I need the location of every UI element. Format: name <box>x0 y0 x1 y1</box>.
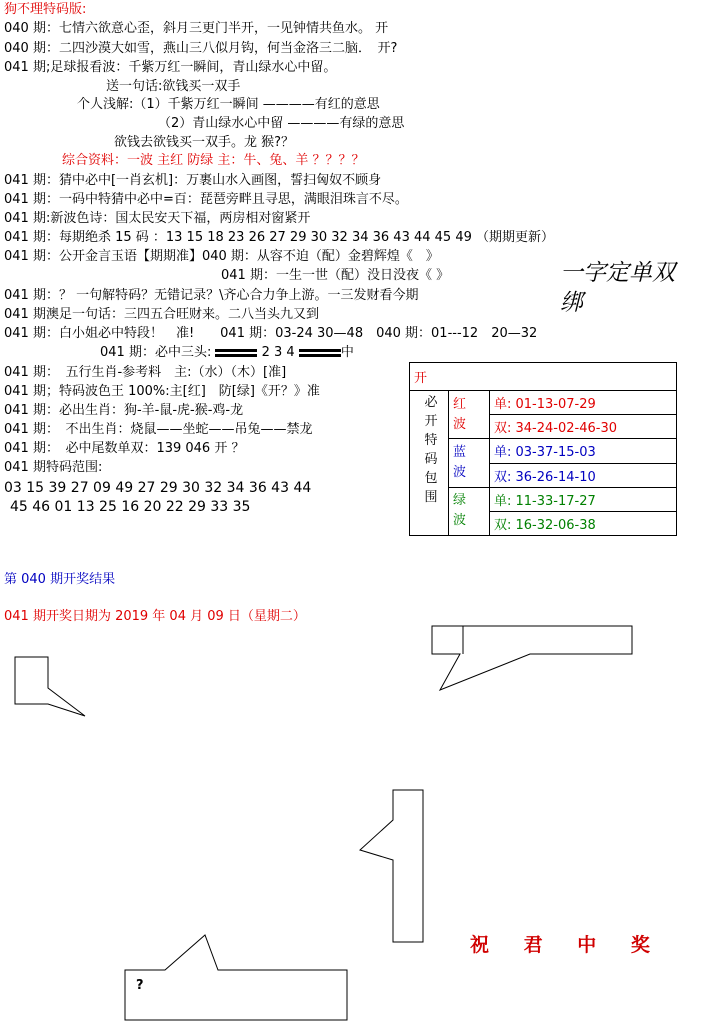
draw-date: 041 期开奖日期为 2019 年 04 月 09 日（星期二） <box>4 609 306 624</box>
prediction-line: 041 期：猜中必中[一肖玄机]：万裹山水入画图，誓扫匈奴不顾身 <box>4 173 382 188</box>
green-single: 单: 11-33-17-27 <box>490 487 677 511</box>
handwritten-title: 一字定单双绑 <box>560 260 675 316</box>
prediction-line: 040 期：七情六欲意心歪，斜月三更门半开，一见钟情共鱼水。 开 <box>4 21 389 36</box>
prediction-line: 041 期：白小姐必中特段！ 准! 041 期：03-24 30—48 040 期：01---12 20—32 <box>4 326 538 341</box>
result-title: 第 040 期开奖结果 <box>4 572 116 587</box>
prediction-line: 041 期： 不出生肖：烧鼠——坐蛇——吊兔——禁龙 <box>4 422 313 437</box>
red-wave-label: 红 波 <box>449 391 490 439</box>
table-open: 开 <box>410 363 677 391</box>
prediction-line: 040 期：二四沙漠大如雪，燕山三八似月钩，何当金洛三二脑． 开? <box>4 41 398 56</box>
prediction-line: 041 期：一码中特猜中必中=百：琵琶旁畔且寻思，满眼泪珠言不尽。 <box>4 192 408 207</box>
blue-double: 双: 36-26-14-10 <box>490 463 677 487</box>
range-numbers-2: 45 46 01 13 25 16 20 22 29 33 35 <box>10 499 251 515</box>
synthesis-line: 综合资料：一波 主红 防绿 主：牛、兔、羊 ？？？？ <box>62 153 365 168</box>
kill-numbers-line: 041 期：每期绝杀 15 码 ：13 15 18 23 26 27 29 30 32 34 36 43 44 45 49 （期期更新） <box>4 230 554 245</box>
prediction-line: 041 期:新波色诗：国太民安天下福，两房相对窗紧开 <box>4 211 311 226</box>
page-header: 狗不理特码版: <box>4 2 87 17</box>
green-double: 双: 16-32-06-38 <box>490 511 677 535</box>
speech-bubble-top-right <box>432 626 632 690</box>
three-heads-prefix: 041 期：必中三头: <box>100 345 212 360</box>
three-heads-mid: 2 3 4 <box>261 345 295 360</box>
prediction-line: 041 期；特码波色王 100%:主[红] 防[绿]《开？》准 <box>4 384 320 399</box>
prediction-line: 041 期：必出生肖：狗-羊-鼠-虎-猴-鸡-龙 <box>4 403 244 418</box>
speech-bubble-left <box>15 657 85 716</box>
view-line-1: 个人浅解:（1）千紫万红一瞬间 ————有红的意思 <box>77 97 380 112</box>
want-money-line: 欲钱去欲钱买一双手。龙 猴?？ <box>114 135 295 150</box>
view-line-2: （2）青山绿水心中留 ————有绿的意思 <box>158 116 405 131</box>
red-single: 单: 01-13-07-29 <box>490 391 677 415</box>
prediction-line: 041 期： 必中尾数单双：139 046 开 ？ <box>4 441 245 456</box>
speech-bubble-bottom <box>125 935 347 1020</box>
prediction-line: 041 期澳足一句话：三四五合旺财来。二八当头九又到 <box>4 307 319 322</box>
prediction-line: 041 期;足球报看波：千紫万红一瞬间，青山绿水心中留。 <box>4 60 337 75</box>
send-phrase: 送一句话:欲钱买一双手 <box>106 79 241 94</box>
red-double: 双: 34-24-02-46-30 <box>490 415 677 439</box>
prediction-line: 041 期：？ 一句解特码？无错记录？\齐心合力争上游。一三发财看今期 <box>4 288 419 303</box>
table-side-label: 必 开 特 码 包 围 <box>410 391 449 536</box>
prediction-line: 041 期：公开金言玉语【期期准】040 期：从容不迫（配）金碧辉煌《 》 <box>4 249 439 264</box>
range-title: 041 期特码范围: <box>4 460 103 475</box>
range-numbers-1: 03 15 39 27 09 49 27 29 30 32 34 36 43 44 <box>4 480 312 496</box>
yisheng-line: 041 期：一生一世（配）没日没夜《 》 <box>221 268 450 283</box>
blessing-text: 祝 君 中 奖 <box>470 934 664 956</box>
blue-single: 单: 03-37-15-03 <box>490 439 677 463</box>
three-heads-suffix: 中 <box>340 345 354 360</box>
bottom-question-mark: ? <box>136 978 144 993</box>
prediction-line: 041 期： 五行生肖-参考料 主:（水）（木）[准] <box>4 365 287 380</box>
green-wave-label: 绿 波 <box>449 487 490 535</box>
speech-bubble-middle <box>360 790 423 942</box>
blue-wave-label: 蓝 波 <box>449 439 490 487</box>
